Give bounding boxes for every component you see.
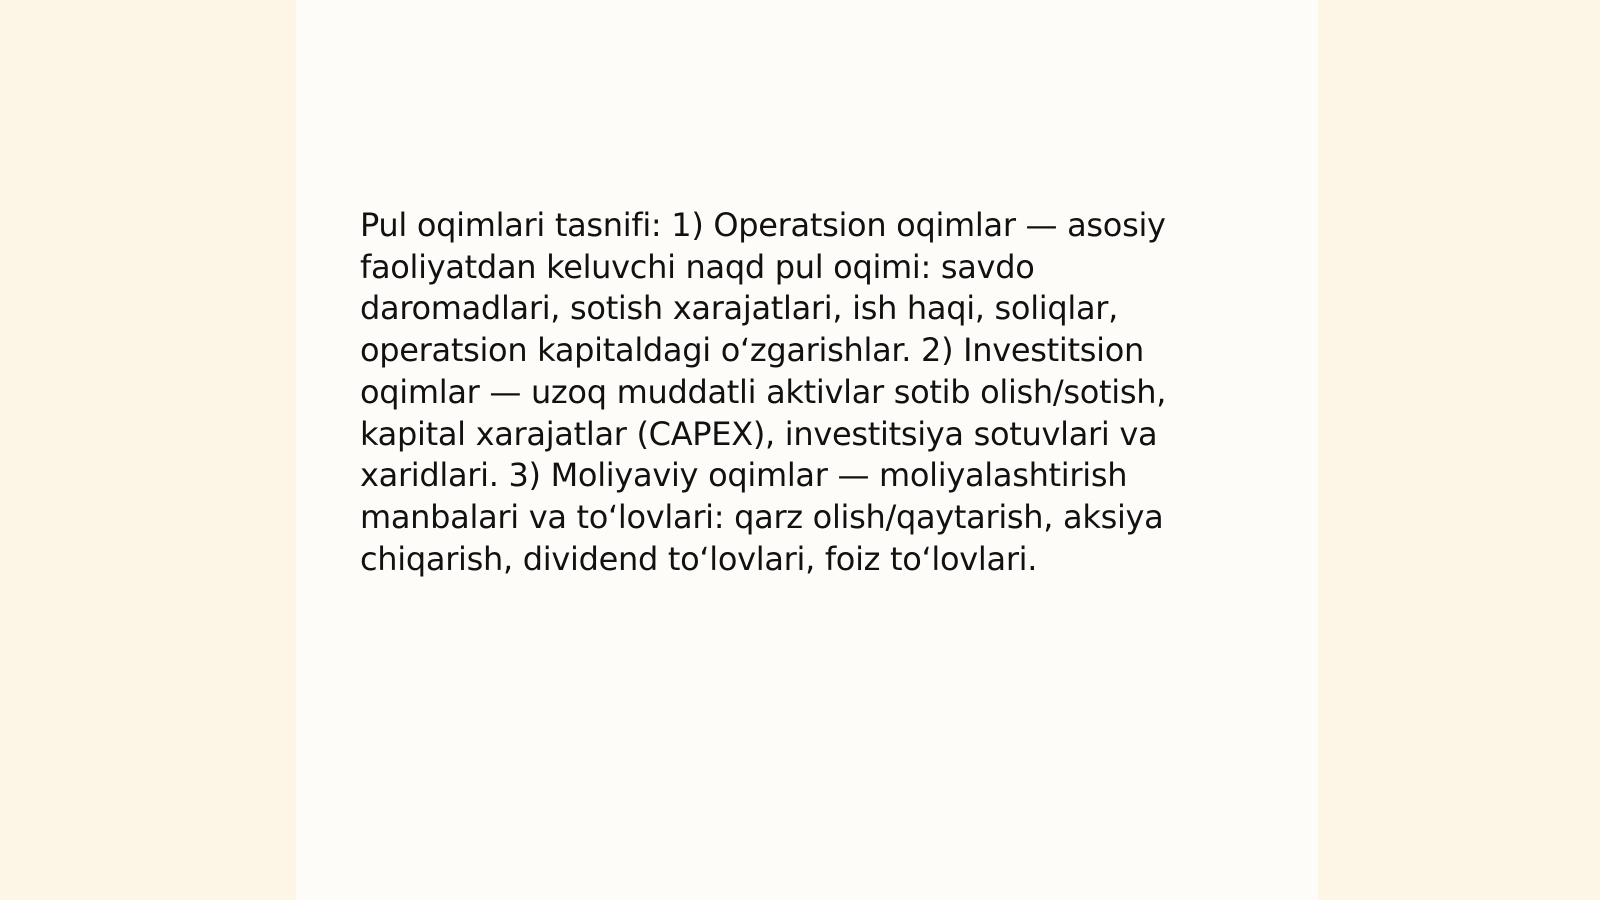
text-line: faoliyatdan keluvchi naqd pul oqimi: savdo <box>360 247 1035 286</box>
text-line: kapital xarajatlar (CAPEX), investitsiya sotuvlari va <box>360 414 1158 453</box>
slide-body-text <box>360 205 1240 580</box>
text-line: oqimlar — uzoq muddatli aktivlar sotib olish/sotish, <box>360 372 1167 411</box>
text-line: manbalari va to‘lovlari: qarz olish/qaytarish, aksiya <box>360 497 1164 536</box>
text-line: Pul oqimlari tasnifi: 1) Operatsion oqimlar — asosiy <box>360 206 1166 244</box>
text-line: operatsion kapitaldagi o‘zgarishlar. 2) Investitsion <box>360 331 1144 370</box>
text-line: xaridlari. 3) Moliyaviy oqimlar — moliyalashtirish <box>360 456 1128 495</box>
text-line: daromadlari, sotish xarajatlari, ish haqi, soliqlar, <box>360 289 1119 328</box>
slide <box>296 0 1318 900</box>
text-line: chiqarish, dividend to‘lovlari, foiz to‘lovlari. <box>360 539 1038 578</box>
